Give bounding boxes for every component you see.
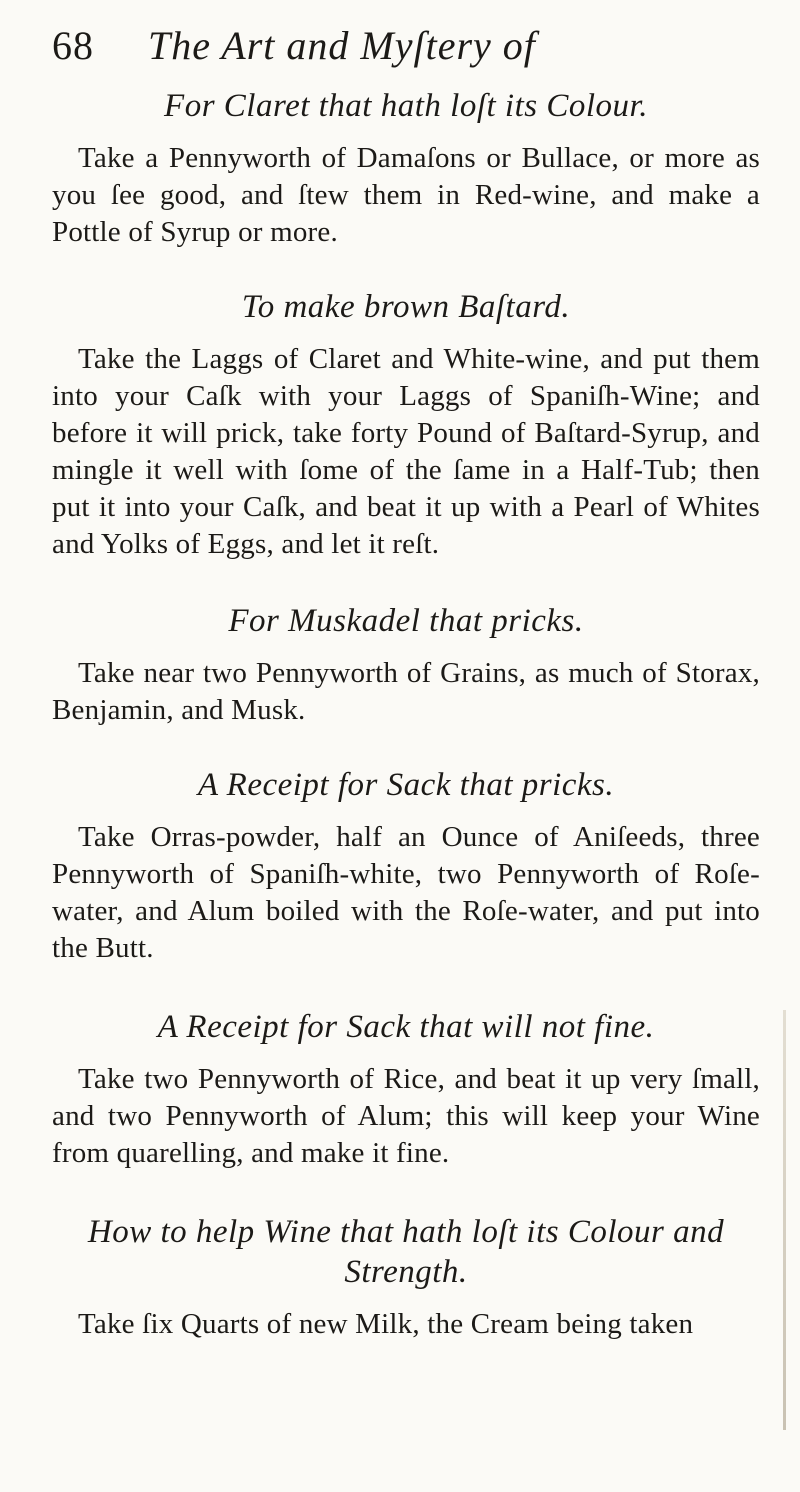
recipe-section bbox=[52, 765, 760, 967]
recipe-heading: A Receipt for Sack that will not fine. bbox=[157, 1009, 655, 1045]
recipe-text: Take near two Pennyworth of Grains, as much of Storax, Benjamin, and Musk. bbox=[52, 657, 760, 726]
recipe-section bbox=[52, 601, 760, 729]
page-edge-shadow bbox=[783, 1010, 786, 1430]
recipe-section bbox=[52, 86, 760, 251]
recipe-section bbox=[52, 1007, 760, 1172]
recipe-text: Take a Pennyworth of Damaſons or Bullace, or more as you ſee good, and ſtew them in Red-wine, and make a Pottle of Syrup or more. bbox=[52, 142, 760, 248]
recipe-heading: A Receipt for Sack that pricks. bbox=[197, 767, 615, 803]
recipe-text: Take ſix Quarts of new Milk, the Cream being taken bbox=[78, 1308, 694, 1340]
page-header bbox=[52, 22, 760, 72]
recipe-text: Take Orras-powder, half an Ounce of Aniſeeds, three Pennyworth of Spaniſh-white, two Pennyworth of Roſe-water, and Alum boiled with the Roſe-water, and put into the Butt. bbox=[52, 821, 760, 964]
recipe-heading: For Muskadel that pricks. bbox=[228, 603, 584, 639]
recipe-section bbox=[52, 1212, 760, 1343]
recipe-text: Take the Laggs of Claret and White-wine, and put them into your Caſk with your Laggs of Spaniſh-Wine; and before it will prick, take forty Pound of Baſtard-Syrup, and mingle it well with ſome of the ſame in a Half-Tub; then put it into your Caſk, and beat it up with a Pearl of Whites and Yolks of Eggs, and let it reſt. bbox=[52, 343, 760, 560]
recipe-heading: For Claret that hath loſt its Colour. bbox=[164, 88, 648, 124]
page-number: 68 bbox=[52, 23, 94, 68]
running-title: The Art and Myſtery of bbox=[148, 23, 536, 68]
recipe-heading: How to help Wine that hath loſt its Colour and Strength. bbox=[87, 1214, 725, 1290]
page-body bbox=[52, 86, 760, 1343]
recipe-heading: To make brown Baſtard. bbox=[241, 289, 571, 325]
recipe-section bbox=[52, 287, 760, 563]
recipe-text: Take two Pennyworth of Rice, and beat it up very ſmall, and two Pennyworth of Alum; this will keep your Wine from quarelling, and make it fine. bbox=[52, 1063, 760, 1169]
